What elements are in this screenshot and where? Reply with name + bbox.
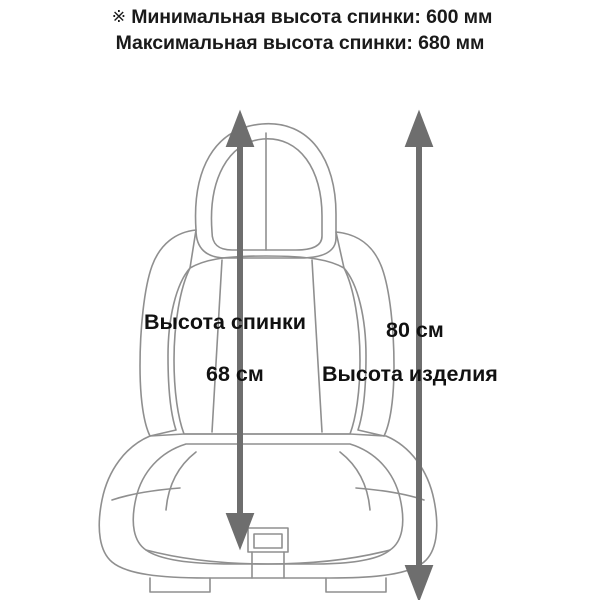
header-min-text: Минимальная высота спинки: 600 мм [131, 6, 493, 28]
reference-mark-icon: ※ [111, 7, 126, 26]
backrest-panel [174, 256, 360, 434]
backrest-height-label: Высота спинки [144, 310, 307, 334]
product-height-value: 80 см [386, 318, 444, 342]
product-arrow-head-top [409, 118, 429, 144]
left-foot [150, 578, 210, 592]
backrest-arrow-head-bottom [230, 516, 250, 542]
right-foot [326, 578, 386, 592]
backrest-seam-right [312, 260, 322, 432]
header-max-text: Максимальная высота спинки: 680 мм [115, 32, 485, 54]
backrest-arrow-head-top [230, 118, 250, 144]
buckle-inner [254, 534, 282, 548]
cushion-crease-left [166, 452, 196, 510]
cushion-crease-right [340, 452, 370, 510]
product-height-label: Высота изделия [322, 362, 498, 386]
measurement-arrows [230, 118, 429, 594]
seat-base-outline [99, 434, 437, 578]
product-arrow-head-bottom [409, 568, 429, 594]
buckle-strap [252, 552, 284, 578]
seat-cushion-inner [133, 444, 403, 564]
backrest-seam-left [212, 260, 222, 432]
backrest-height-value: 68 см [206, 362, 264, 386]
